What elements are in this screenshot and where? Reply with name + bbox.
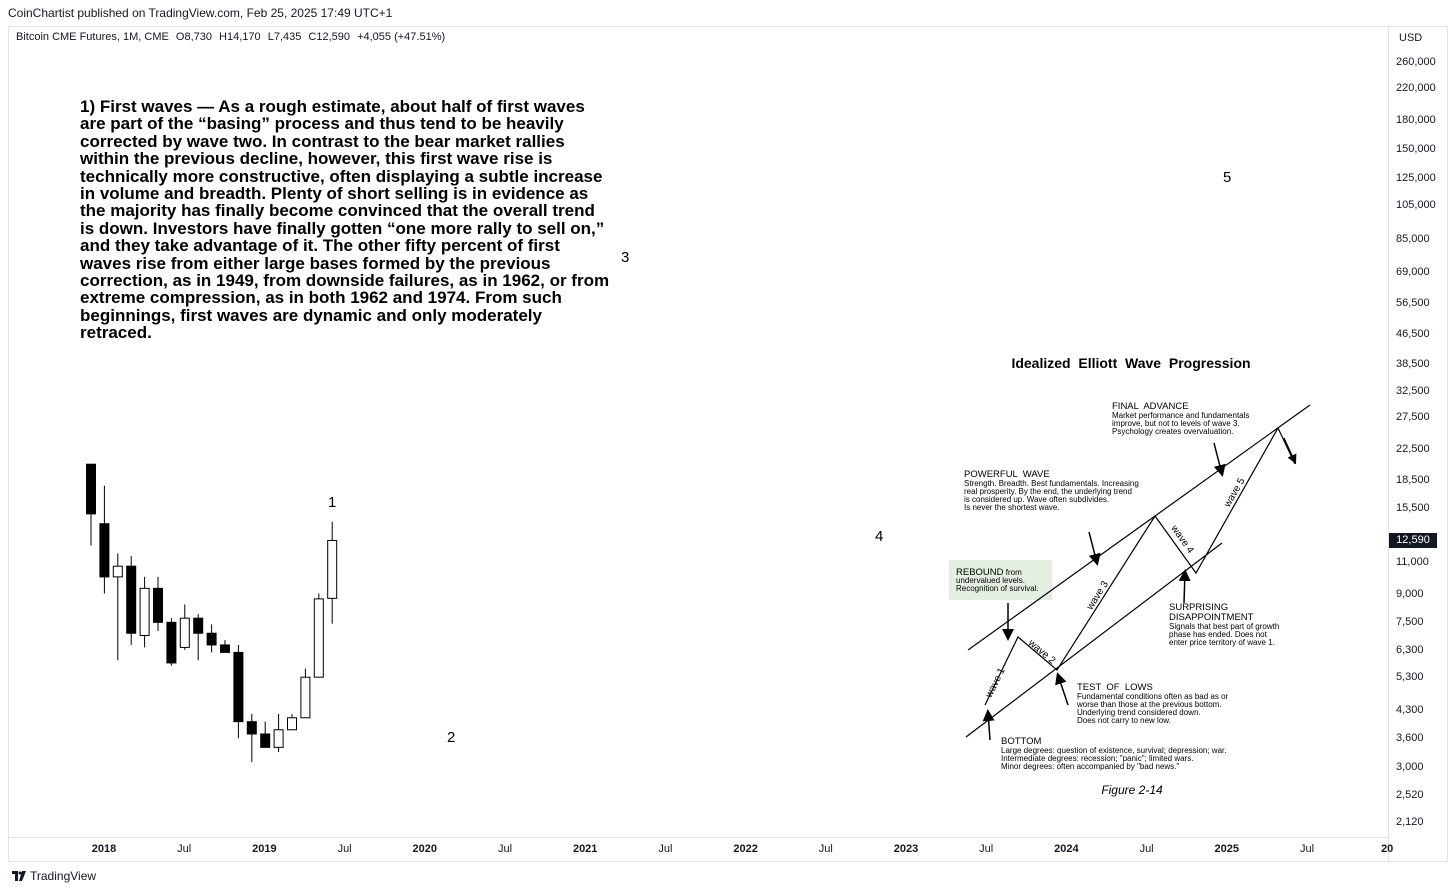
svg-text:Is never the shortest wave.: Is never the shortest wave. [964,503,1060,512]
svg-text:Psychology creates overvaluati: Psychology creates overvaluation. [1112,427,1234,436]
price-tick-label: 2,120 [1396,816,1424,828]
price-tick-label: 38,500 [1396,357,1430,370]
figure-caption: Figure 2-14 [1101,783,1163,797]
svg-text:improve, but not to levels of: improve, but not to levels of wave 3. [1112,419,1240,428]
price-tick-label: 18,500 [1396,473,1430,486]
time-tick-label: Jul [979,843,994,855]
svg-text:Recognition of survival.: Recognition of survival. [956,584,1039,593]
arrow-down-end [1284,438,1295,462]
time-tick-label: 2022 [733,843,758,855]
price-tick-label: 6,300 [1396,643,1424,656]
time-tick-label: Jul [1139,843,1154,855]
price-tick-label: 32,500 [1396,384,1430,397]
price-tick-label: 150,000 [1396,142,1436,155]
svg-text:Signals that best part of grow: Signals that best part of growth [1169,622,1280,631]
time-tick-label: 2025 [1214,843,1240,855]
high-value: H14,170 [219,31,261,43]
arrow-final [1214,443,1222,474]
price-tick-label: 27,500 [1396,411,1430,423]
svg-text:DISAPPOINTMENT: DISAPPOINTMENT [1169,612,1254,623]
price-tick-label: 2,520 [1396,788,1424,801]
price-tick-label: 220,000 [1396,82,1436,95]
upper-channel-line [968,405,1310,650]
time-tick-label: 2020 [412,843,438,855]
wave-name-1: wave 1 [983,666,1008,700]
price-tick-label: 85,000 [1396,232,1430,245]
time-tick-label: Jul [497,843,513,855]
low-value: L7,435 [267,31,302,43]
svg-text:SURPRISING: SURPRISING [1169,602,1229,613]
annotation-test-of-lows [1076,682,1229,725]
price-tick-label: 69,000 [1396,265,1430,278]
price-tick-label: 15,500 [1396,501,1430,514]
svg-text:Minor degrees: often accompani: Minor degrees: often accompanied by "bad news." [1001,762,1180,771]
svg-text:real prosperity. By the end, t: real prosperity. By the end, the underlying trend [964,487,1132,496]
price-tick-label: 3,000 [1396,761,1424,774]
price-tick-label: 3,600 [1396,732,1424,745]
time-tick-label: Jul [818,843,833,855]
svg-text:Underlying trend considered do: Underlying trend considered down. [1077,708,1201,717]
wave-label-4[interactable]: 4 [875,528,884,545]
svg-text:POWERFUL WAVE: POWERFUL WAVE [964,469,1050,480]
diagram-title: Idealized Elliott Wave Progression [1011,355,1251,371]
svg-text:phase has ended. Does not: phase has ended. Does not [1169,630,1267,639]
price-tick-label: 260,000 [1396,56,1436,68]
time-tick-label: Jul [337,843,352,855]
annotation-bottom [1001,736,1226,771]
wave-name-3: wave 3 [1084,579,1111,613]
wave-label-1[interactable]: 1 [328,494,337,511]
annotation-powerful-wave [964,469,1139,512]
price-tick-label: 105,000 [1396,199,1436,212]
time-tick-label: 2023 [893,843,919,855]
time-tick-label: 2019 [252,843,277,855]
wave-label-3[interactable]: 3 [621,249,630,266]
publish-info: CoinChartist published on TradingView.com, Feb 25, 2025 17:49 UTC+1 [8,6,393,20]
price-tick-label: 22,500 [1396,442,1430,455]
wave-name-4: wave 4 [1168,523,1196,556]
price-tick-label: 7,500 [1396,616,1424,629]
arrow-surprising [1184,572,1185,603]
price-tick-label: 5,300 [1396,671,1424,684]
tradingview-logo-icon [12,871,26,881]
time-tick-label: Jul [177,843,192,855]
change-value: +4,055 (+47.51%) [357,31,446,43]
time-tick-label: 2018 [91,843,117,855]
svg-text:enter price territory of wave: enter price territory of wave 1. [1169,638,1275,647]
price-tick-label: 46,500 [1396,328,1430,340]
arrow-powerful [1089,532,1097,563]
price-tick-label: 9,000 [1396,587,1424,600]
wave-name-5: wave 5 [1222,476,1248,510]
arrow-bottom [988,712,990,740]
wave-label-5[interactable]: 5 [1223,169,1232,186]
open-value: O8,730 [175,31,212,43]
svg-text:Intermediate degrees: recessio: Intermediate degrees: recession; "panic"; limited wars. [1001,754,1194,763]
price-tick-label: 4,300 [1396,704,1424,717]
wave-name-2: wave 2 [1025,637,1058,667]
svg-text:undervalued levels.: undervalued levels. [956,576,1025,585]
price-tick-label: 125,000 [1396,171,1436,184]
svg-text:Strength. Breadth. Best fundam: Strength. Breadth. Best fundamentals. Increasing [964,479,1139,488]
symbol-name: Bitcoin CME Futures, 1M, CME [16,31,169,43]
svg-text:Fundamental conditions often a: Fundamental conditions often as bad as or [1077,692,1229,701]
wave-label-2[interactable]: 2 [447,729,456,746]
time-tick-label: Jul [1299,843,1315,855]
svg-text:BOTTOM: BOTTOM [1001,736,1042,747]
footer-brand-text: TradingView [30,869,97,883]
time-tick-label: 2021 [572,843,598,855]
close-value: C12,590 [308,31,351,43]
svg-text:Large degrees: question of exi: Large degrees: question of existence, survival; depression; war. [1001,746,1227,755]
footer-brand[interactable] [12,869,96,883]
arrow-test-lows [1058,675,1068,705]
price-tick-label: 11,000 [1396,555,1429,568]
time-tick-label: Jul [658,843,673,855]
price-tick-label: 56,500 [1396,297,1430,310]
text-note[interactable]: 1) First waves — As a rough estimate, about half of first waves are part of the “basing” process and thus tend to be heavily corrected by wave two. In contrast to the bear market rallies within the previous decline, however, this first wave rise is technically more constructive, often displaying a subtle increase in volume and breadth. Plenty of short selling is in evidence as the majority has finally become convinced that the overall trend is down. Investors have finally gotten “one more rally to sell on,” and they take advantage of it. The other fifty percent of first waves rise from either large bases formed by the previous correction, as in 1949, from downside failures, as in 1962, or from extreme compression, as in both 1962 and 1974. From such beginnings, first waves are dynamic and only moderately retraced. [80,97,610,343]
price-tick-label: 180,000 [1396,114,1436,127]
last-price-tag: 12,590 [1389,533,1437,548]
annotation-final-advance [1112,401,1249,436]
currency-label[interactable]: USD [1399,32,1423,44]
time-tick-label: 20 [1381,843,1394,855]
svg-text:Does not carry to new low.: Does not carry to new low. [1077,716,1171,725]
svg-text:Market performance and fundame: Market performance and fundamentals [1112,411,1250,420]
svg-text:TEST OF LOWS: TEST OF LOWS [1077,682,1153,693]
time-tick-label: 2024 [1054,843,1079,855]
svg-text:is considered up. Wave often s: is considered up. Wave often subdivides. [964,495,1110,504]
annotation-surprising [1169,602,1279,647]
svg-text:REBOUND from: REBOUND from [956,567,1022,578]
svg-text:FINAL ADVANCE: FINAL ADVANCE [1112,401,1189,412]
svg-text:worse than those at the previo: worse than those at the previous bottom. [1077,700,1222,709]
